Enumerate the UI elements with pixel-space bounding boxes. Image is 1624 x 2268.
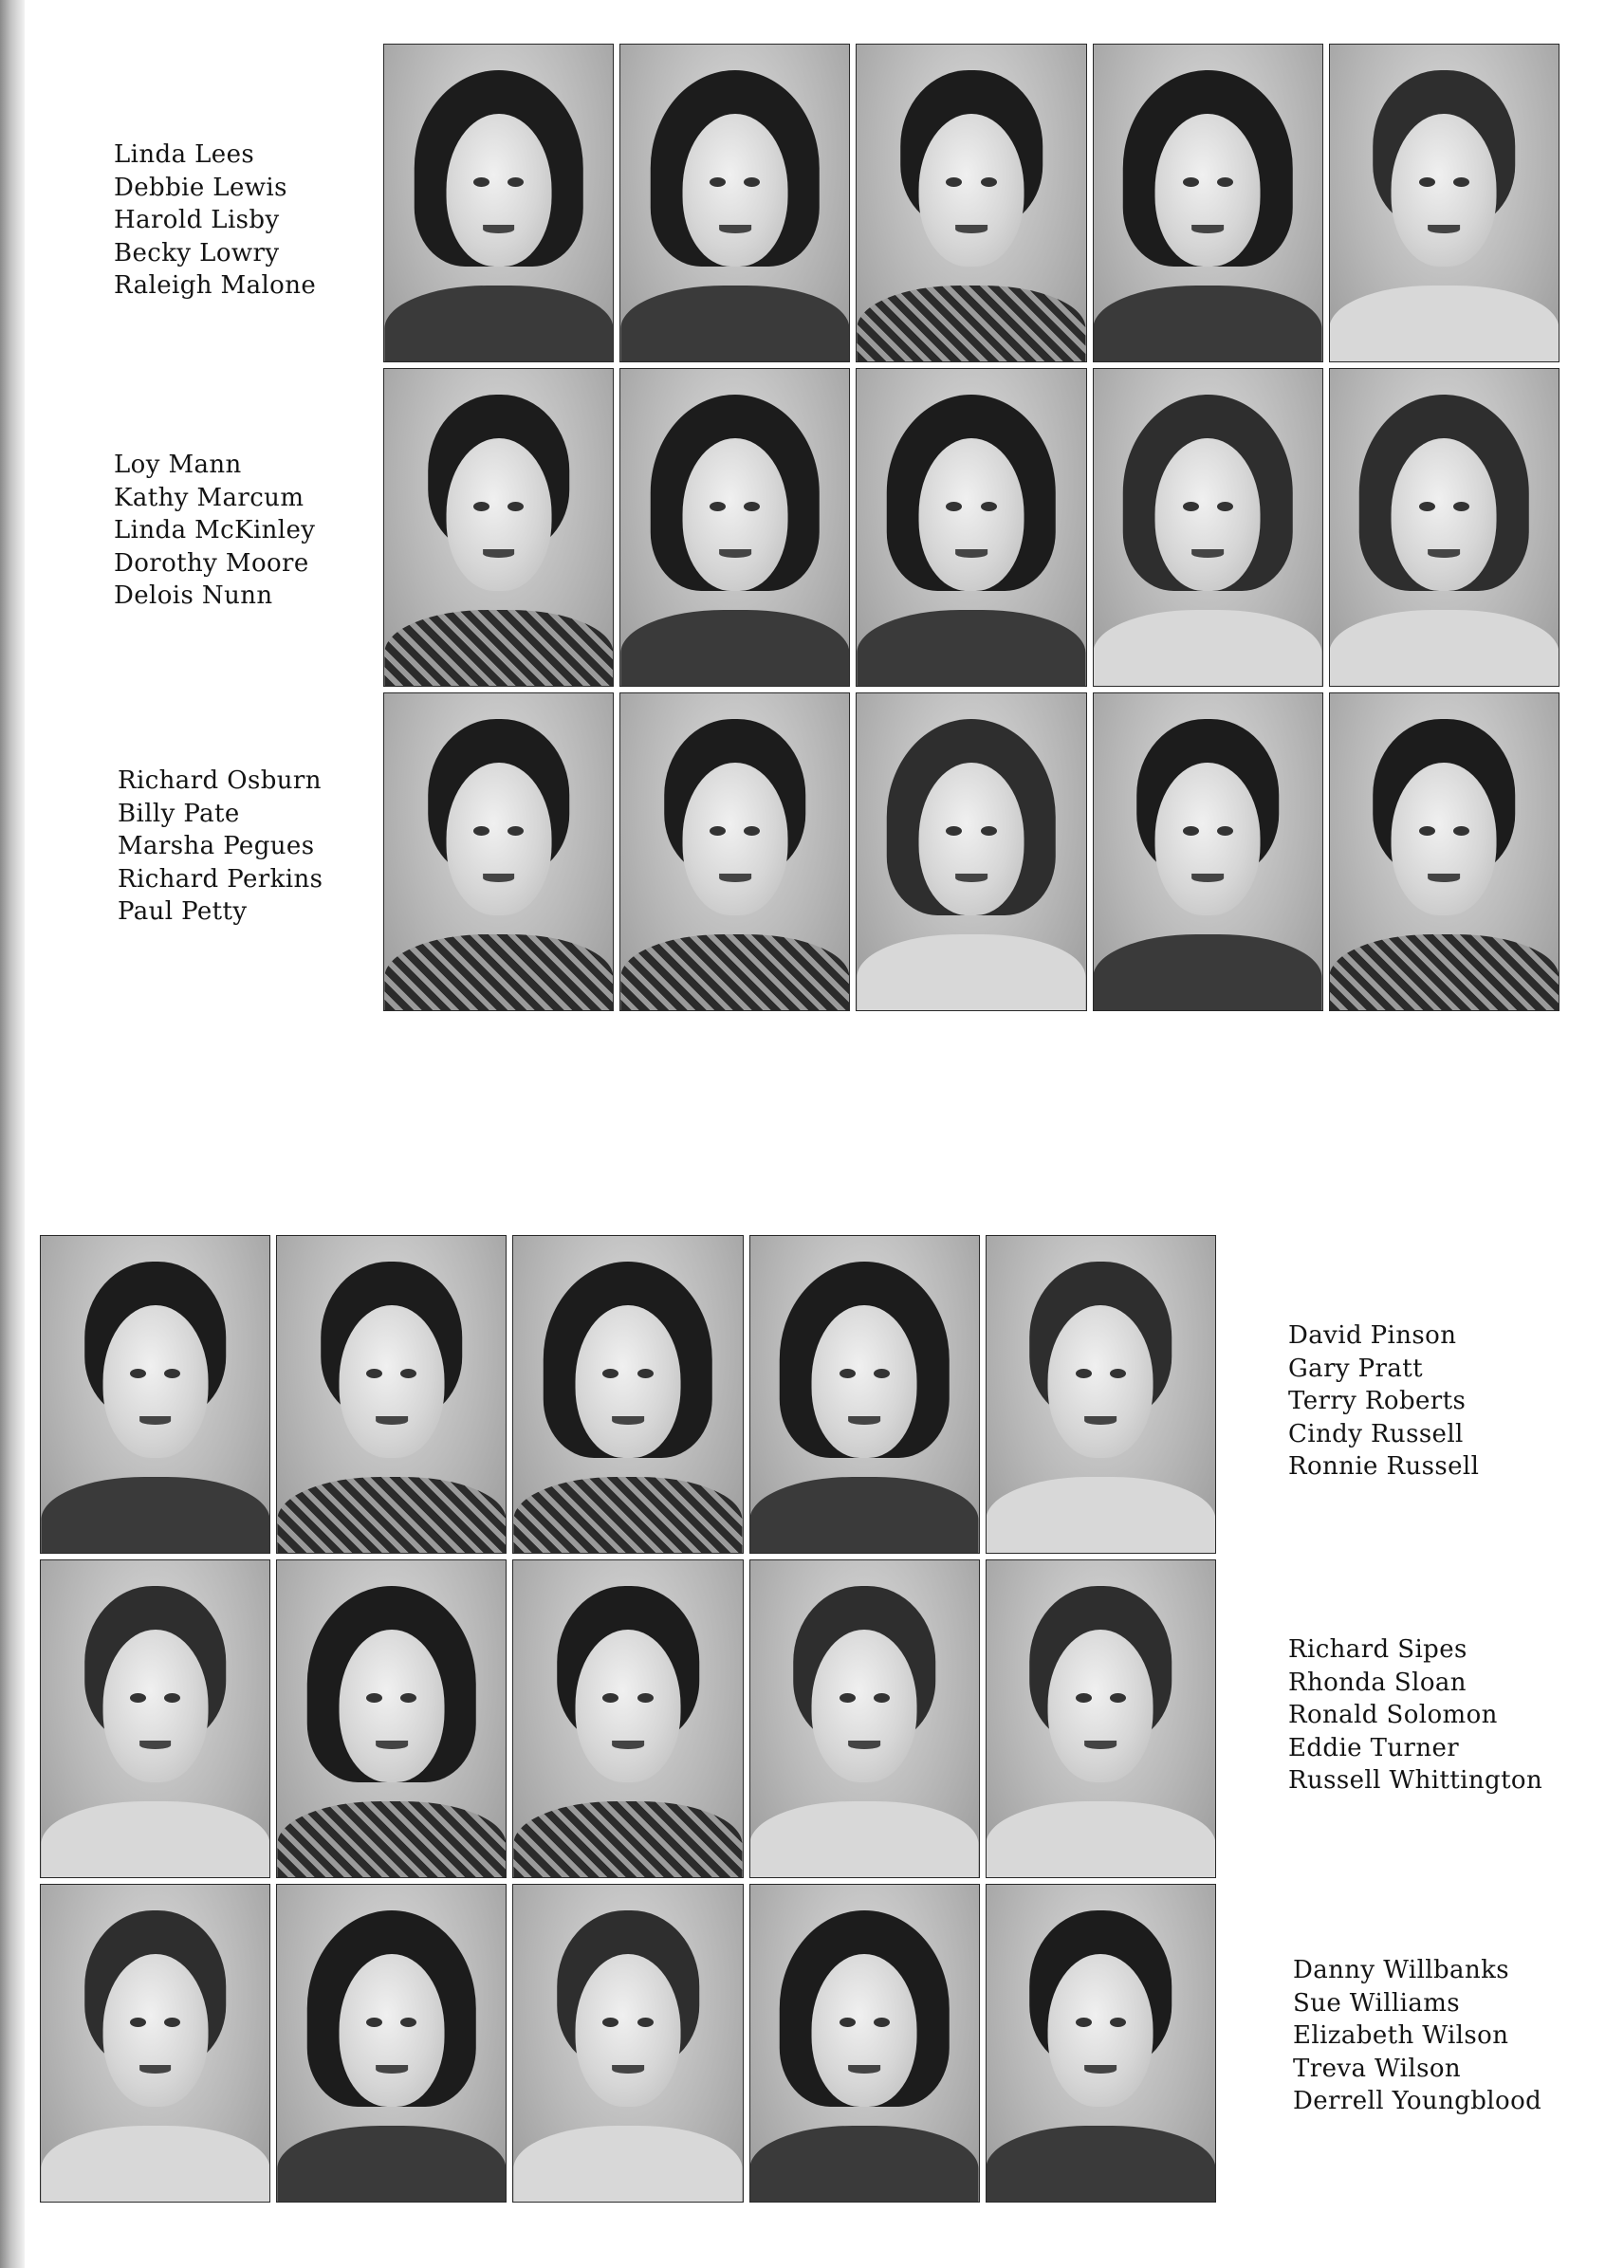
name-list [114,449,315,613]
student-name: Rhonda Sloan [1288,1668,1467,1697]
student-name: Danny Willbanks [1293,1956,1509,1984]
portrait-photo [276,1235,507,1554]
portrait-photo [276,1884,507,2203]
portrait-photo [856,692,1086,1011]
student-name: Derrell Youngblood [1293,2087,1542,2115]
page-binding-edge [0,0,25,2268]
portrait-photo [1093,368,1323,687]
student-name: Dorothy Moore [114,548,309,578]
portrait-photo [383,44,614,362]
portrait-photo [619,692,850,1011]
student-name: Becky Lowry [114,238,280,267]
portrait-photo [986,1559,1216,1878]
student-name: Linda McKinley [114,516,316,544]
portrait-photo [986,1235,1216,1554]
portrait-photo [40,1884,270,2203]
portrait-photo [986,1884,1216,2203]
portrait-photo [1093,692,1323,1011]
student-name: Harold Lisby [114,206,280,234]
portrait-photo [1329,368,1559,687]
student-name: Russell Whittington [1288,1766,1543,1795]
name-list [1293,1954,1541,2118]
student-name: Cindy Russell [1288,1419,1464,1448]
portrait-photo [383,368,614,687]
student-name: Richard Perkins [118,864,323,894]
name-list [114,138,316,303]
portrait-photo [1093,44,1323,362]
portrait-photo [512,1235,743,1554]
name-list [118,765,323,929]
photo-grid-top [383,44,1559,1011]
student-name: Billy Pate [118,799,240,828]
portrait-photo [40,1235,270,1554]
student-name: Gary Pratt [1288,1354,1423,1383]
student-name: Sue Williams [1293,1988,1461,2018]
student-name: Marsha Pegues [118,832,315,860]
portrait-photo [856,368,1086,687]
portrait-photo [1329,44,1559,362]
student-name: Richard Osburn [118,766,322,795]
portrait-photo [749,1235,980,1554]
name-list [1288,1319,1479,1484]
portrait-photo [276,1559,507,1878]
student-name: Loy Mann [114,451,242,479]
student-name: Kathy Marcum [114,483,304,512]
portrait-photo [749,1559,980,1878]
student-name: Ronnie Russell [1288,1452,1480,1481]
student-name: Richard Sipes [1288,1635,1467,1664]
student-name: David Pinson [1288,1321,1457,1350]
student-name: Debbie Lewis [114,173,287,202]
portrait-photo [619,44,850,362]
portrait-photo [40,1559,270,1878]
student-name: Raleigh Malone [114,271,317,300]
student-name: Delois Nunn [114,581,273,610]
portrait-photo [749,1884,980,2203]
photo-grid-bottom [40,1235,1216,2203]
student-name: Elizabeth Wilson [1293,2021,1509,2050]
student-name: Treva Wilson [1293,2054,1462,2083]
portrait-photo [512,1559,743,1878]
student-name: Ronald Solomon [1288,1701,1498,1729]
portrait-photo [1329,692,1559,1011]
student-name: Eddie Turner [1288,1733,1460,1762]
name-list [1288,1633,1542,1798]
student-name: Linda Lees [114,140,255,169]
student-name: Paul Petty [118,897,248,926]
portrait-photo [512,1884,743,2203]
portrait-photo [619,368,850,687]
portrait-photo [383,692,614,1011]
portrait-photo [856,44,1086,362]
student-name: Terry Roberts [1288,1387,1467,1415]
